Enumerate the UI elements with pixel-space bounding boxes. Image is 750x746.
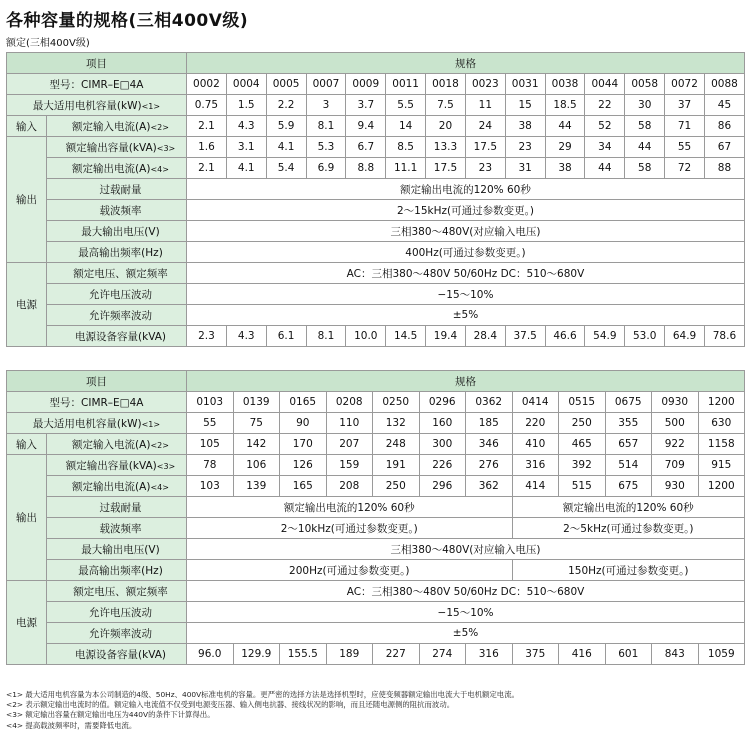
carrier-label: 载波频率 <box>47 518 187 539</box>
output-kva-label: 额定输出容量(kVA)<3> <box>47 137 187 158</box>
psu-cell: 8.1 <box>306 326 346 347</box>
output-kva-cell: 13.3 <box>426 137 466 158</box>
output-kva-cell: 67 <box>704 137 744 158</box>
psu-cell: 37.5 <box>505 326 545 347</box>
rated-voltage-value: AC：三相380～480V 50/60Hz DC：510～680V <box>187 263 745 284</box>
max-voltage-value: 三相380～480V(对应输入电压) <box>187 221 745 242</box>
psu-cell: 78.6 <box>704 326 744 347</box>
output-kva-cell: 3.1 <box>226 137 266 158</box>
carrier-value-low: 2～10kHz(可通过参数变更。) <box>187 518 513 539</box>
psu-cell: 64.9 <box>665 326 705 347</box>
output-current-cell: 38 <box>545 158 585 179</box>
overload-value-high: 额定输出电流的120% 60秒 <box>512 497 745 518</box>
output-kva-cell: 276 <box>466 455 513 476</box>
model-cell: 0007 <box>306 74 346 95</box>
motor-cell: 355 <box>605 413 652 434</box>
psu-cell: 316 <box>466 644 513 665</box>
output-current-cell: 5.4 <box>266 158 306 179</box>
output-kva-cell: 106 <box>233 455 280 476</box>
output-current-cell: 930 <box>652 476 699 497</box>
psu-cell: 6.1 <box>266 326 306 347</box>
max-frequency-value-low: 200Hz(可通过参数变更。) <box>187 560 513 581</box>
psu-cell: 375 <box>512 644 559 665</box>
freq-fluct-label: 允许频率波动 <box>47 305 187 326</box>
carrier-value: 2～15kHz(可通过参数变更。) <box>187 200 745 221</box>
motor-cell: 45 <box>704 95 744 116</box>
max-voltage-label: 最大输出电压(V) <box>47 221 187 242</box>
max-voltage-label: 最大输出电压(V) <box>47 539 187 560</box>
power-category: 电源 <box>7 581 47 665</box>
psu-cell: 14.5 <box>386 326 426 347</box>
model-cell: 0072 <box>665 74 705 95</box>
voltage-fluct-value: −15～10% <box>187 602 745 623</box>
input-current-cell: 71 <box>665 116 705 137</box>
output-kva-label: 额定输出容量(kVA)<3> <box>47 455 187 476</box>
input-current-cell: 14 <box>386 116 426 137</box>
input-current-cell: 465 <box>559 434 606 455</box>
max-frequency-value-high: 150Hz(可通过参数变更。) <box>512 560 745 581</box>
output-kva-cell: 126 <box>280 455 327 476</box>
output-kva-cell: 915 <box>698 455 745 476</box>
input-current-cell: 4.3 <box>226 116 266 137</box>
spec-table-small <box>6 52 745 347</box>
psu-cell: 601 <box>605 644 652 665</box>
motor-cell: 0.75 <box>187 95 227 116</box>
psu-capacity-label: 电源设备容量(kVA) <box>47 644 187 665</box>
output-kva-cell: 159 <box>326 455 373 476</box>
input-current-cell: 20 <box>426 116 466 137</box>
output-current-cell: 31 <box>505 158 545 179</box>
output-current-cell: 362 <box>466 476 513 497</box>
psu-cell: 416 <box>559 644 606 665</box>
psu-cell: 53.0 <box>625 326 665 347</box>
output-current-cell: 103 <box>187 476 234 497</box>
model-cell: 0362 <box>466 392 513 413</box>
output-kva-cell: 29 <box>545 137 585 158</box>
motor-cell: 220 <box>512 413 559 434</box>
model-cell: 0250 <box>373 392 420 413</box>
page-subtitle: 额定(三相400V级) <box>6 38 90 49</box>
input-category: 输入 <box>7 434 47 455</box>
psu-cell: 19.4 <box>426 326 466 347</box>
model-cell: 0005 <box>266 74 306 95</box>
output-kva-cell: 316 <box>512 455 559 476</box>
psu-cell: 843 <box>652 644 699 665</box>
output-kva-cell: 78 <box>187 455 234 476</box>
motor-cell: 90 <box>280 413 327 434</box>
max-frequency-value: 400Hz(可通过参数变更。) <box>187 242 745 263</box>
model-cell: 0675 <box>605 392 652 413</box>
psu-cell: 46.6 <box>545 326 585 347</box>
input-current-cell: 170 <box>280 434 327 455</box>
header-spec: 规格 <box>187 371 745 392</box>
input-current-cell: 5.9 <box>266 116 306 137</box>
output-kva-cell: 5.3 <box>306 137 346 158</box>
psu-cell: 274 <box>419 644 466 665</box>
model-cell: 0165 <box>280 392 327 413</box>
output-kva-cell: 6.7 <box>346 137 386 158</box>
output-current-cell: 8.8 <box>346 158 386 179</box>
psu-cell: 54.9 <box>585 326 625 347</box>
output-kva-cell: 23 <box>505 137 545 158</box>
motor-cell: 185 <box>466 413 513 434</box>
rated-voltage-label: 额定电压、额定频率 <box>47 581 187 602</box>
motor-capacity-label: 最大适用电机容量(kW)<1> <box>7 413 187 434</box>
psu-cell: 227 <box>373 644 420 665</box>
footnotes <box>6 690 519 731</box>
header-item: 项目 <box>7 53 187 74</box>
input-current-cell: 410 <box>512 434 559 455</box>
output-kva-cell: 8.5 <box>386 137 426 158</box>
motor-capacity-label: 最大适用电机容量(kW)<1> <box>7 95 187 116</box>
output-kva-cell: 709 <box>652 455 699 476</box>
output-kva-cell: 1.6 <box>187 137 227 158</box>
model-cell: 0044 <box>585 74 625 95</box>
header-item: 项目 <box>7 371 187 392</box>
carrier-value-high: 2～5kHz(可通过参数变更。) <box>512 518 745 539</box>
input-current-cell: 24 <box>465 116 505 137</box>
footnote: <4> 提高载波频率时，需要降低电流。 <box>6 720 137 730</box>
overload-label: 过载耐量 <box>47 179 187 200</box>
page-title: 各种容量的规格(三相400V级) <box>6 11 249 31</box>
model-cell: 0103 <box>187 392 234 413</box>
output-current-cell: 58 <box>625 158 665 179</box>
model-cell: 0414 <box>512 392 559 413</box>
model-label: 型号：CIMR–E□4A <box>7 392 187 413</box>
motor-cell: 250 <box>559 413 606 434</box>
output-current-cell: 11.1 <box>386 158 426 179</box>
output-current-cell: 44 <box>585 158 625 179</box>
model-cell: 0296 <box>419 392 466 413</box>
motor-cell: 75 <box>233 413 280 434</box>
input-current-cell: 105 <box>187 434 234 455</box>
motor-cell: 1.5 <box>226 95 266 116</box>
motor-cell: 630 <box>698 413 745 434</box>
psu-cell: 129.9 <box>233 644 280 665</box>
psu-cell: 189 <box>326 644 373 665</box>
input-current-cell: 8.1 <box>306 116 346 137</box>
motor-cell: 11 <box>465 95 505 116</box>
psu-cell: 1059 <box>698 644 745 665</box>
input-current-cell: 346 <box>466 434 513 455</box>
motor-cell: 55 <box>187 413 234 434</box>
input-current-cell: 44 <box>545 116 585 137</box>
output-current-cell: 208 <box>326 476 373 497</box>
input-current-label: 额定输入电流(A)<2> <box>47 434 187 455</box>
input-current-cell: 657 <box>605 434 652 455</box>
model-cell: 0208 <box>326 392 373 413</box>
output-current-label: 额定输出电流(A)<4> <box>47 158 187 179</box>
motor-cell: 18.5 <box>545 95 585 116</box>
motor-cell: 2.2 <box>266 95 306 116</box>
model-cell: 0002 <box>187 74 227 95</box>
freq-fluct-value: ±5% <box>187 623 745 644</box>
carrier-label: 载波频率 <box>47 200 187 221</box>
motor-cell: 3 <box>306 95 346 116</box>
output-kva-cell: 34 <box>585 137 625 158</box>
input-current-cell: 300 <box>419 434 466 455</box>
output-current-cell: 4.1 <box>226 158 266 179</box>
overload-value-low: 额定输出电流的120% 60秒 <box>187 497 513 518</box>
model-cell: 0011 <box>386 74 426 95</box>
spec-table-large <box>6 370 745 665</box>
output-current-cell: 6.9 <box>306 158 346 179</box>
input-current-cell: 52 <box>585 116 625 137</box>
output-kva-cell: 55 <box>665 137 705 158</box>
overload-label: 过载耐量 <box>47 497 187 518</box>
output-current-cell: 675 <box>605 476 652 497</box>
output-kva-cell: 226 <box>419 455 466 476</box>
output-current-cell: 165 <box>280 476 327 497</box>
motor-cell: 110 <box>326 413 373 434</box>
overload-value: 额定输出电流的120% 60秒 <box>187 179 745 200</box>
psu-capacity-label: 电源设备容量(kVA) <box>47 326 187 347</box>
input-current-cell: 38 <box>505 116 545 137</box>
output-kva-cell: 191 <box>373 455 420 476</box>
model-cell: 0515 <box>559 392 606 413</box>
output-current-cell: 23 <box>465 158 505 179</box>
voltage-fluct-label: 允许电压波动 <box>47 602 187 623</box>
motor-cell: 3.7 <box>346 95 386 116</box>
motor-cell: 7.5 <box>426 95 466 116</box>
voltage-fluct-label: 允许电压波动 <box>47 284 187 305</box>
psu-cell: 96.0 <box>187 644 234 665</box>
model-cell: 0139 <box>233 392 280 413</box>
model-cell: 0004 <box>226 74 266 95</box>
output-current-cell: 250 <box>373 476 420 497</box>
psu-cell: 155.5 <box>280 644 327 665</box>
input-current-cell: 2.1 <box>187 116 227 137</box>
footnote: <3> 额定输出容量在额定输出电压为440V的条件下计算得出。 <box>6 710 215 720</box>
motor-cell: 15 <box>505 95 545 116</box>
max-frequency-label: 最高输出频率(Hz) <box>47 242 187 263</box>
output-current-cell: 1200 <box>698 476 745 497</box>
output-current-cell: 72 <box>665 158 705 179</box>
footnote: <1> 最大适用电机容量为本公司制造的4级、50Hz、400V标准电机的容量。更严密的选择方法是选择机型时，应使变频器额定输出电流大于电机额定电流。 <box>6 690 519 699</box>
output-current-label: 额定输出电流(A)<4> <box>47 476 187 497</box>
model-cell: 0031 <box>505 74 545 95</box>
model-cell: 0038 <box>545 74 585 95</box>
model-cell: 0009 <box>346 74 386 95</box>
output-kva-cell: 17.5 <box>465 137 505 158</box>
model-cell: 0088 <box>704 74 744 95</box>
output-current-cell: 414 <box>512 476 559 497</box>
psu-cell: 10.0 <box>346 326 386 347</box>
output-current-cell: 17.5 <box>426 158 466 179</box>
psu-cell: 28.4 <box>465 326 505 347</box>
output-kva-cell: 514 <box>605 455 652 476</box>
output-category: 输出 <box>7 455 47 581</box>
motor-cell: 160 <box>419 413 466 434</box>
output-kva-cell: 392 <box>559 455 606 476</box>
psu-cell: 4.3 <box>226 326 266 347</box>
freq-fluct-label: 允许频率波动 <box>47 623 187 644</box>
output-category: 输出 <box>7 137 47 263</box>
output-current-cell: 515 <box>559 476 606 497</box>
motor-cell: 5.5 <box>386 95 426 116</box>
motor-cell: 132 <box>373 413 420 434</box>
output-kva-cell: 44 <box>625 137 665 158</box>
voltage-fluct-value: −15～10% <box>187 284 745 305</box>
input-current-cell: 1158 <box>698 434 745 455</box>
model-label: 型号：CIMR–E□4A <box>7 74 187 95</box>
header-spec: 规格 <box>187 53 745 74</box>
model-cell: 0058 <box>625 74 665 95</box>
input-current-label: 额定输入电流(A)<2> <box>47 116 187 137</box>
input-category: 输入 <box>7 116 47 137</box>
motor-cell: 37 <box>665 95 705 116</box>
model-cell: 0018 <box>426 74 466 95</box>
motor-cell: 22 <box>585 95 625 116</box>
motor-cell: 500 <box>652 413 699 434</box>
footnote: <2> 表示额定输出电流时的值。额定输入电流值不仅受到电源变压器、输入侧电抗器、接线状况的影响，而且还随电源侧的阻抗而波动。 <box>6 700 455 710</box>
output-kva-cell: 4.1 <box>266 137 306 158</box>
input-current-cell: 922 <box>652 434 699 455</box>
freq-fluct-value: ±5% <box>187 305 745 326</box>
output-current-cell: 296 <box>419 476 466 497</box>
max-frequency-label: 最高输出频率(Hz) <box>47 560 187 581</box>
input-current-cell: 207 <box>326 434 373 455</box>
max-voltage-value: 三相380～480V(对应输入电压) <box>187 539 745 560</box>
power-category: 电源 <box>7 263 47 347</box>
output-current-cell: 88 <box>704 158 744 179</box>
model-cell: 1200 <box>698 392 745 413</box>
model-cell: 0023 <box>465 74 505 95</box>
model-cell: 0930 <box>652 392 699 413</box>
input-current-cell: 86 <box>704 116 744 137</box>
rated-voltage-label: 额定电压、额定频率 <box>47 263 187 284</box>
input-current-cell: 142 <box>233 434 280 455</box>
psu-cell: 2.3 <box>187 326 227 347</box>
rated-voltage-value: AC：三相380～480V 50/60Hz DC：510～680V <box>187 581 745 602</box>
output-current-cell: 139 <box>233 476 280 497</box>
input-current-cell: 248 <box>373 434 420 455</box>
input-current-cell: 9.4 <box>346 116 386 137</box>
input-current-cell: 58 <box>625 116 665 137</box>
output-current-cell: 2.1 <box>187 158 227 179</box>
motor-cell: 30 <box>625 95 665 116</box>
